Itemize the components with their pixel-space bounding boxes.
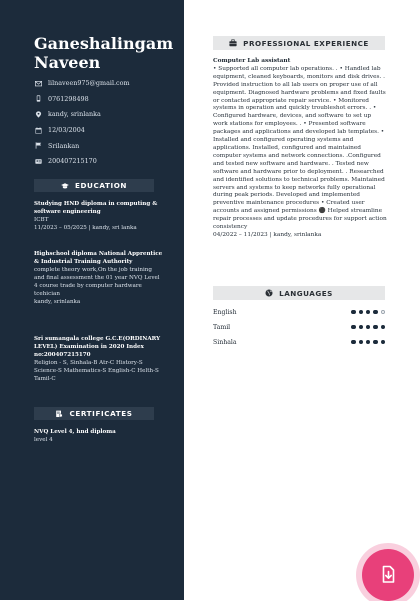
calendar-icon <box>34 126 42 134</box>
education-item <box>34 200 164 232</box>
globe-icon <box>265 289 273 297</box>
experience-description: • Supported all computer lab operations. . • Handled lab equipment, cleaned keyboards, monitors and disk drives. . Provided instruction to all lab users on proper use of all equipment. Diagnosed hardware problems and fixed faults or contacted appropriate repair service. • Monitored systems in operation and quickly troubleshot errors. . • Configured hardware, devices, and software to set up work stations for employees. . • Presented software packages and applications and developed lab templates. • Installed and configured operating systems and applications. Installed, configured and maintained computer systems and network connections. .Configured and tested new software and hardware. . Tested new software and hardware prior to deployment. . Researched and identified solutions to technical problems. Maintained servers and systems to keep networks fully operational during peak periods. Developed and implemented preventive maintenance procedures • Created user accounts and assigned permissions ⚫ Helped streamline repair processes and update procedures for support action consistency <box>213 66 387 232</box>
contact-value: Srilankan <box>48 142 79 150</box>
mail-icon <box>34 79 42 87</box>
education-meta: kandy, srinlanka <box>34 298 164 306</box>
education-institution: ICBT <box>34 216 164 224</box>
level-dot-filled <box>381 340 385 344</box>
language-row <box>213 307 385 317</box>
experience-title: Computer Lab assistant <box>213 58 387 66</box>
experience-heading: PROFESSIONAL EXPERIENCE <box>213 36 385 50</box>
download-icon <box>377 564 399 586</box>
languages-heading: LANGUAGES <box>213 286 385 300</box>
education-title: Studying HND diploma in computing & software engineering <box>34 200 164 216</box>
level-dot-filled <box>359 325 363 329</box>
experience-meta: 04/2022 – 11/2023 | kandy, srinlanka <box>213 232 387 240</box>
education-title: Sri sumangala college G.C.E(ORDINARY LEVEL) Examination in 2020 Index no:200407215170 <box>34 335 164 359</box>
profile-name: Ganeshalingam Naveen <box>34 34 174 72</box>
language-level <box>351 325 385 329</box>
level-dot-filled <box>366 340 370 344</box>
language-level <box>351 340 385 344</box>
level-dot-filled <box>373 310 377 314</box>
contact-nationality <box>34 141 180 151</box>
language-name: Sinhala <box>213 339 237 346</box>
contact-value: kandy, srinlanka <box>48 110 101 118</box>
level-dot-filled <box>366 325 370 329</box>
certificate-item <box>34 428 164 444</box>
level-dot-filled <box>359 310 363 314</box>
level-dot-filled <box>351 325 355 329</box>
education-description: complete theory work,On the job training and final assessment the 01 year NVQ Level 4 course trade by computer hardware tcehician <box>34 266 164 298</box>
level-dot-filled <box>381 325 385 329</box>
phone-icon <box>34 95 42 103</box>
level-dot-filled <box>366 310 370 314</box>
certificate-description: level 4 <box>34 436 164 444</box>
language-name: English <box>213 309 237 316</box>
contact-id <box>34 156 180 166</box>
education-title: Highschool diploma National Apprentice & Industrial Training Authority <box>34 250 164 266</box>
flag-icon <box>34 142 42 150</box>
education-item <box>34 250 164 306</box>
level-dot-empty <box>381 310 385 314</box>
sidebar <box>0 0 184 600</box>
contact-value: 0761298498 <box>48 95 89 103</box>
language-row <box>213 337 385 347</box>
level-dot-filled <box>351 340 355 344</box>
education-meta: 11/2023 – 05/2025 | kandy, sri lanka <box>34 224 164 232</box>
level-dot-filled <box>373 325 377 329</box>
download-button[interactable] <box>362 549 414 601</box>
contact-value: 200407215170 <box>48 157 97 165</box>
contact-phone <box>34 94 180 104</box>
education-item <box>34 335 164 383</box>
contact-birthdate <box>34 125 180 135</box>
certificate-icon <box>55 410 63 418</box>
level-dot-filled <box>359 340 363 344</box>
contact-value: 12/03/2004 <box>48 126 85 134</box>
contact-list <box>34 78 180 172</box>
certificate-title: NVQ Level 4, hnd diploma <box>34 428 164 436</box>
certificates-heading: CERTIFICATES <box>34 407 154 420</box>
education-description: Religion - S, Sinhala-B Atr-C History-S Science-S Mathematics-S English-C Helth-S Tamil-C <box>34 359 164 383</box>
contact-location <box>34 109 180 119</box>
language-row <box>213 322 385 332</box>
language-name: Tamil <box>213 324 230 331</box>
level-dot-filled <box>373 340 377 344</box>
contact-value[interactable]: lilnaveen975@gmail.com <box>48 79 130 87</box>
education-heading: EDUCATION <box>34 179 154 192</box>
graduation-cap-icon <box>61 182 69 190</box>
level-dot-filled <box>351 310 355 314</box>
experience-item <box>213 58 387 240</box>
briefcase-icon <box>229 39 237 47</box>
language-level <box>351 310 385 314</box>
contact-email <box>34 78 180 88</box>
location-icon <box>34 110 42 118</box>
id-card-icon <box>34 157 42 165</box>
